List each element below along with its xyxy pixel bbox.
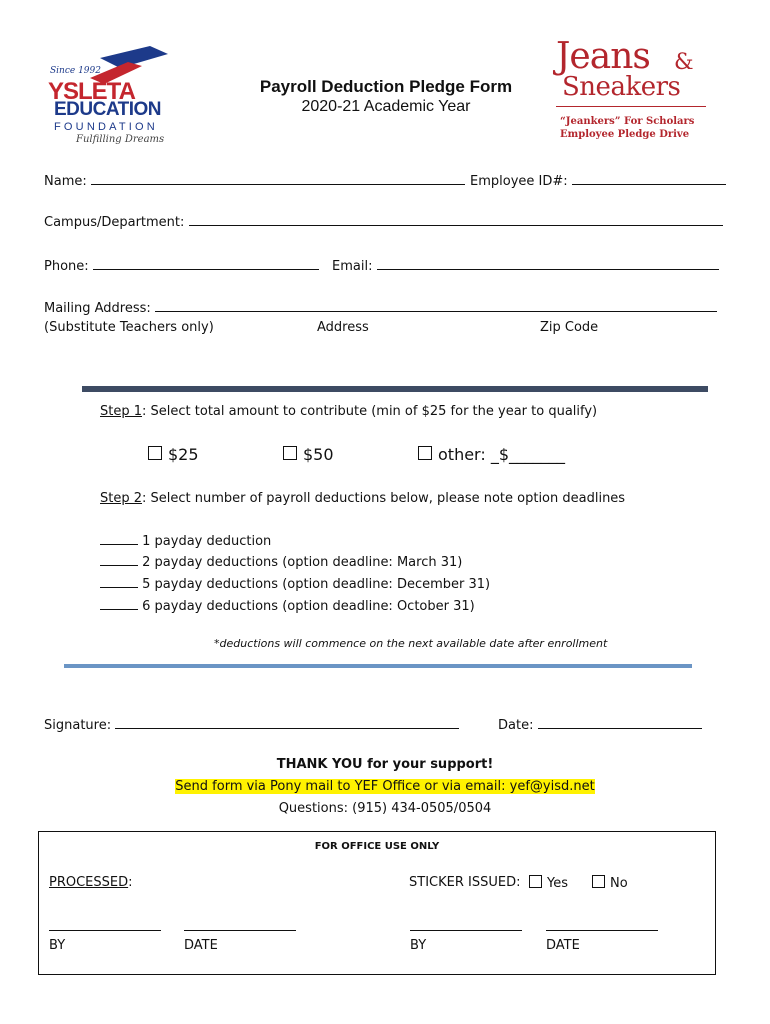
campus-field[interactable] <box>189 212 723 226</box>
option-50[interactable] <box>283 445 334 464</box>
checkbox-icon[interactable] <box>592 875 605 888</box>
phone-field[interactable] <box>93 256 319 270</box>
logo-sneakers: Sneakers <box>562 72 681 102</box>
processed-by-line[interactable] <box>49 930 161 931</box>
date-label-office: DATE <box>184 938 218 953</box>
logo-education: EDUCATION <box>54 99 162 120</box>
employee-id-label: Employee ID#: <box>470 174 568 189</box>
date-field[interactable] <box>538 715 702 729</box>
option-50-label: $50 <box>303 445 334 464</box>
deduction-blank[interactable] <box>100 596 138 610</box>
section-divider-middle <box>64 664 692 668</box>
name-row <box>44 171 465 189</box>
signature-row <box>44 715 459 733</box>
sticker-no-option[interactable] <box>592 875 628 891</box>
page-subtitle: 2020-21 Academic Year <box>301 98 471 115</box>
sticker-issued-label: STICKER ISSUED: <box>409 875 521 890</box>
employee-id-field[interactable] <box>572 171 726 185</box>
step2-instructions <box>100 491 625 506</box>
option-25[interactable] <box>148 445 199 464</box>
deduction-option-label: 6 payday deductions (option deadline: October 31) <box>142 599 475 614</box>
deduction-option-1[interactable] <box>100 531 271 549</box>
mailing-field[interactable] <box>155 298 717 312</box>
logo-since: Since 1992 <box>50 66 101 76</box>
mailing-note: (Substitute Teachers only) <box>44 320 214 335</box>
yes-label: Yes <box>547 876 568 891</box>
jeans-sneakers-logo <box>556 36 706 146</box>
option-25-label: $25 <box>168 445 199 464</box>
deduction-blank[interactable] <box>100 531 138 545</box>
signature-field[interactable] <box>115 715 459 729</box>
mailing-label: Mailing Address: <box>44 301 151 316</box>
section-divider-top <box>82 386 708 392</box>
deduction-option-label: 2 payday deductions (option deadline: March 31) <box>142 555 463 570</box>
page-title: Payroll Deduction Pledge Form <box>259 77 513 96</box>
checkbox-icon[interactable] <box>283 446 297 460</box>
logo-jeans: Jeans <box>556 36 650 77</box>
logo-subtitle-2: Employee Pledge Drive <box>560 129 690 140</box>
sticker-by-line[interactable] <box>410 930 522 931</box>
date-row <box>498 715 702 733</box>
name-label: Name: <box>44 174 87 189</box>
deduction-option-label: 5 payday deductions (option deadline: December 31) <box>142 577 491 592</box>
logo-ysleta: YSLETA <box>48 78 135 105</box>
no-label: No <box>610 876 628 891</box>
processed-text: PROCESSED <box>49 875 129 890</box>
step2-text: : Select number of payroll deductions below, please note option deadlines <box>142 491 626 506</box>
checkbox-icon[interactable] <box>148 446 162 460</box>
employee-id-row <box>470 171 726 189</box>
phone-label: Phone: <box>44 259 89 274</box>
email-label: Email: <box>332 259 373 274</box>
deduction-option-5[interactable] <box>100 574 490 592</box>
sticker-yes-option[interactable] <box>529 875 568 891</box>
signature-label: Signature: <box>44 718 112 733</box>
ysleta-education-foundation-logo <box>44 44 174 146</box>
deduction-option-label: 1 payday deduction <box>142 534 272 549</box>
deduction-option-2[interactable] <box>100 552 462 570</box>
questions-text: Questions: (915) 434-0505/0504 <box>278 801 492 816</box>
option-other[interactable] <box>418 445 565 464</box>
thank-you-text: THANK YOU for your support! <box>276 757 494 772</box>
step1-text: : Select total amount to contribute (min of $25 for the year to qualify) <box>142 404 598 419</box>
email-field[interactable] <box>377 256 719 270</box>
logo-foundation: FOUNDATION <box>54 121 158 133</box>
processed-label <box>49 875 133 890</box>
step1-instructions <box>100 404 597 419</box>
campus-row <box>44 212 723 230</box>
office-title: FOR OFFICE USE ONLY <box>314 841 440 852</box>
deduction-blank[interactable] <box>100 552 138 566</box>
date-label: Date: <box>498 718 534 733</box>
processed-date-line[interactable] <box>184 930 296 931</box>
processed-colon: : <box>128 875 133 890</box>
campus-label: Campus/Department: <box>44 215 185 230</box>
zip-caption: Zip Code <box>540 320 599 335</box>
send-instructions-row <box>0 779 770 794</box>
address-caption: Address <box>317 320 369 335</box>
step2-heading: Step 2 <box>100 491 143 506</box>
logo-divider <box>556 106 706 107</box>
email-row <box>332 256 719 274</box>
office-use-box <box>38 831 716 975</box>
logo-subtitle-1: “Jeankers” For Scholars <box>560 116 695 127</box>
sticker-date-line[interactable] <box>546 930 658 931</box>
checkbox-icon[interactable] <box>418 446 432 460</box>
option-other-label: other: _$_______ <box>438 445 565 464</box>
mailing-row <box>44 298 717 316</box>
by-label: BY <box>49 938 66 953</box>
name-field[interactable] <box>91 171 465 185</box>
date-label-office: DATE <box>546 938 580 953</box>
checkbox-icon[interactable] <box>529 875 542 888</box>
step1-heading: Step 1 <box>100 404 143 419</box>
deduction-option-6[interactable] <box>100 596 475 614</box>
send-instructions: Send form via Pony mail to YEF Office or via email: yef@yisd.net <box>175 779 595 794</box>
phone-row <box>44 256 319 274</box>
logo-tagline: Fulfilling Dreams <box>76 134 165 145</box>
logo-ampersand: & <box>674 50 694 75</box>
deduction-note: *deductions will commence on the next available date after enrollment <box>214 637 608 650</box>
deduction-blank[interactable] <box>100 574 138 588</box>
by-label: BY <box>410 938 427 953</box>
